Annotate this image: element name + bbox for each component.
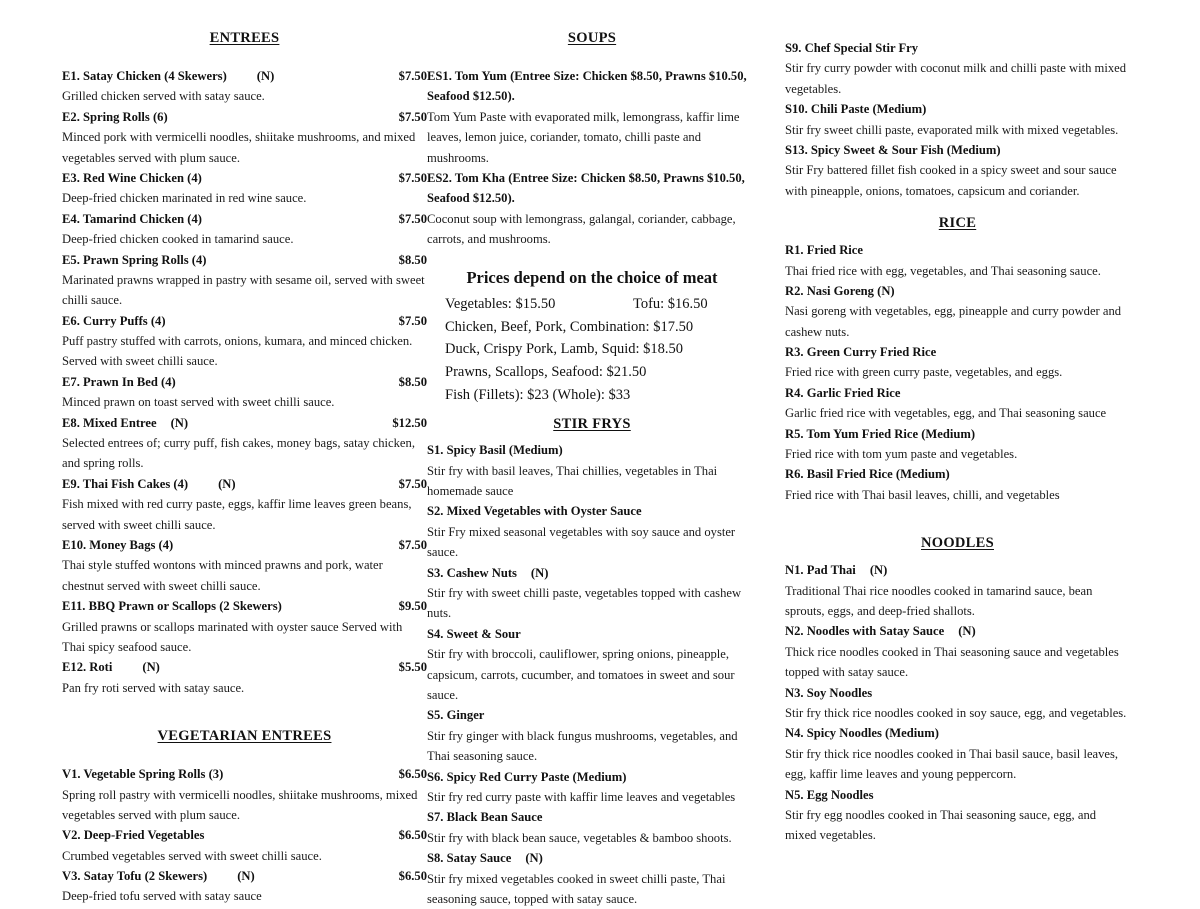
menu-item: [62, 866, 427, 907]
menu-item: [785, 240, 1130, 281]
menu-item-title-row: [62, 764, 427, 784]
menu-item-allergen-tag: (N): [170, 415, 189, 430]
menu-item-title-row: [427, 705, 757, 725]
menu-item-description: Stir fry with sweet chilli paste, vegetables topped with cashew nuts.: [427, 586, 742, 621]
menu-item-description: Stir fry sweet chilli paste, evaporated milk with mixed vegetables.: [785, 122, 1119, 137]
menu-item-title-row: [427, 624, 757, 644]
menu-item-description: Stir fry with broccoli, cauliflower, spring onions, pineapple, capsicum, carrots, cucumber, and tomatoes in sweet and sour sauce.: [427, 647, 735, 702]
menu-item-name: E6. Curry Puffs (4): [62, 313, 166, 328]
menu-item-description: Thick rice noodles cooked in Thai seasoning sauce and vegetables topped with satay sauce.: [785, 644, 1119, 680]
menu-item: [62, 474, 427, 535]
menu-item-name: S6. Spicy Red Curry Paste (Medium): [427, 769, 627, 784]
menu-item-description: Fried rice with Thai basil leaves, chilli, and vegetables: [785, 487, 1060, 502]
menu-item: [785, 560, 1130, 621]
menu-item-allergen-tag: (N): [869, 563, 888, 578]
menu-item-name: N3. Soy Noodles: [785, 685, 873, 700]
menu-item-title-row: [785, 383, 1130, 403]
menu-item-name: N4. Spicy Noodles (Medium): [785, 726, 939, 741]
menu-item-name: E11. BBQ Prawn or Scallops (2 Skewers): [62, 599, 282, 614]
menu-item-price: $6.50: [398, 828, 427, 843]
menu-item-description: Nasi goreng with vegetables, egg, pineapple and curry powder and cashew nuts.: [785, 304, 1122, 339]
menu-item-title-row: [785, 560, 1130, 580]
soups-list: [427, 66, 757, 250]
menu-item-allergen-tag: (N): [530, 565, 549, 580]
menu-item-name: S1. Spicy Basil (Medium): [427, 443, 563, 458]
menu-item: [62, 209, 427, 250]
menu-item-name: E7. Prawn In Bed (4): [62, 374, 176, 389]
menu-column-right: [785, 0, 1130, 846]
menu-item-title-row: [427, 501, 757, 521]
menu-item-title-row: [785, 140, 1130, 160]
menu-item-title-row: [62, 866, 427, 886]
menu-item-price: $9.50: [398, 599, 427, 614]
menu-item-title-row: [785, 785, 1130, 805]
prices-by-meat-block: [427, 266, 757, 407]
menu-item-description: Fried rice with tom yum paste and vegetables.: [785, 447, 1018, 462]
menu-item-name: E8. Mixed Entree: [62, 415, 157, 430]
menu-column-middle: [427, 0, 757, 909]
menu-item: [62, 657, 427, 698]
menu-item: [785, 38, 1130, 99]
menu-item-allergen-tag: (N): [218, 476, 236, 491]
menu-item-title-row: [785, 424, 1130, 444]
menu-item-allergen-tag: (N): [958, 624, 976, 639]
menu-item: [785, 464, 1130, 505]
menu-item: [62, 168, 427, 209]
menu-item: [427, 705, 757, 766]
menu-item: [785, 621, 1130, 682]
menu-item-name: R4. Garlic Fried Rice: [785, 385, 901, 400]
section-heading-noodles: NOODLES: [920, 535, 994, 552]
menu-item: [62, 764, 427, 825]
menu-item: [785, 99, 1130, 140]
menu-item-price: $8.50: [398, 252, 427, 267]
menu-item: [427, 168, 757, 250]
menu-item-description: Fish mixed with red curry paste, eggs, kaffir lime leaves green beans, served with sweet chilli sauce.: [62, 497, 412, 532]
menu-item-name: S13. Spicy Sweet & Sour Fish (Medium): [785, 142, 1001, 157]
section-heading-rice: RICE: [938, 215, 977, 232]
menu-item-title-row: [785, 342, 1130, 362]
menu-item: [62, 372, 427, 413]
menu-item-name: E10. Money Bags (4): [62, 537, 174, 552]
menu-item-name: R1. Fried Rice: [785, 243, 863, 258]
menu-item-title-row: [62, 168, 427, 188]
price-tier-row: [427, 316, 757, 339]
menu-item: [62, 535, 427, 596]
menu-item-title-row: [62, 657, 427, 677]
menu-item-description: Thai fried rice with egg, vegetables, and Thai seasoning sauce.: [785, 263, 1101, 278]
menu-item: [785, 785, 1130, 846]
menu-item-price: $5.50: [398, 660, 427, 675]
menu-item-name: E2. Spring Rolls (6): [62, 109, 168, 124]
section-heading-vegetarian-entrees: VEGETARIAN ENTREES: [157, 728, 332, 745]
menu-item-name: N5. Egg Noodles: [785, 787, 874, 802]
menu-item: [427, 848, 757, 909]
menu-item-title-row: [62, 474, 427, 494]
menu-item: [785, 342, 1130, 383]
menu-item-description: Minced prawn on toast served with sweet chilli sauce.: [62, 395, 335, 410]
menu-item-title-row: [62, 209, 427, 229]
menu-item-description: Traditional Thai rice noodles cooked in tamarind sauce, bean sprouts, eggs, and deep-fried shallots.: [785, 583, 1093, 618]
menu-item-title-row: [785, 281, 1130, 301]
menu-item: [427, 767, 757, 808]
menu-item-description: Stir fry with black bean sauce, vegetables & bamboo shoots.: [427, 830, 732, 845]
menu-item-name: V2. Deep-Fried Vegetables: [62, 828, 205, 843]
menu-item: [62, 107, 427, 168]
menu-item-description: Minced pork with vermicelli noodles, shiitake mushrooms, and mixed vegetables served with plum sauce.: [62, 130, 416, 165]
section-heading-soups: SOUPS: [567, 30, 617, 46]
menu-item-title-row: [62, 413, 427, 433]
menu-item-name: E1. Satay Chicken (4 Skewers): [62, 69, 227, 83]
menu-item: [62, 311, 427, 372]
menu-item-title-row: [62, 535, 427, 555]
price-tier-left: Fish (Fillets): $23 (Whole): $33: [445, 386, 631, 403]
price-tier-left: Chicken, Beef, Pork, Combination: $17.50: [445, 318, 694, 335]
price-tier-left: Duck, Crispy Pork, Lamb, Squid: $18.50: [445, 341, 684, 358]
menu-item: [785, 424, 1130, 465]
menu-item-name: E5. Prawn Spring Rolls (4): [62, 252, 207, 267]
menu-item-name: S2. Mixed Vegetables with Oyster Sauce: [427, 504, 642, 519]
menu-item-description: Deep-fried chicken marinated in red wine sauce.: [62, 191, 307, 206]
menu-item-name: S7. Black Bean Sauce: [427, 810, 543, 825]
price-tier-row: [427, 384, 757, 407]
menu-item: [62, 596, 427, 657]
menu-item-name: R3. Green Curry Fried Rice: [785, 345, 937, 360]
price-tier-row: [427, 293, 757, 316]
menu-item-description: Stir fry with basil leaves, Thai chillies, vegetables in Thai homemade sauce: [427, 463, 718, 499]
menu-item-allergen-tag: (N): [142, 660, 160, 675]
menu-item: [427, 66, 757, 168]
vegetarian-entrees-list: [62, 764, 427, 907]
menu-item-name: E4. Tamarind Chicken (4): [62, 211, 202, 226]
menu-item-title-row: [62, 311, 427, 331]
menu-item-price: $7.50: [398, 313, 427, 328]
menu-item-description: Thai style stuffed wontons with minced prawns and pork, water chestnut served with sweet chilli sauce.: [62, 558, 383, 593]
menu-item-title-row: [62, 107, 427, 127]
menu-item-description: Coconut soup with lemongrass, galangal, coriander, cabbage, carrots, and mushrooms.: [427, 211, 736, 247]
menu-item-name: V1. Vegetable Spring Rolls (3): [62, 767, 224, 782]
menu-item-description: Stir fry curry powder with coconut milk and chilli paste with mixed vegetables.: [785, 61, 1127, 96]
menu-item-description: Stir fry egg noodles cooked in Thai seasoning sauce, egg, and mixed vegetables.: [785, 807, 1097, 843]
menu-item-title-row: [785, 621, 1130, 641]
price-tier-right: Tofu: $16.50: [632, 296, 708, 313]
menu-item-description: Stir fry red curry paste with kaffir lime leaves and vegetables: [427, 789, 736, 804]
menu-item-name: R5. Tom Yum Fried Rice (Medium): [785, 426, 976, 441]
menu-item-name: S9. Chef Special Stir Fry: [785, 41, 919, 55]
menu-item-description: Deep-fried tofu served with satay sauce: [62, 889, 262, 904]
menu-item-name: S3. Cashew Nuts: [427, 565, 517, 580]
menu-item-description: Stir fry thick rice noodles cooked in soy sauce, egg, and vegetables.: [785, 705, 1127, 720]
menu-item-price: $6.50: [398, 869, 427, 884]
menu-item-title-row: [785, 683, 1130, 703]
menu-item-title-row: [785, 240, 1130, 260]
menu-item-description: Selected entrees of; curry puff, fish cakes, money bags, satay chicken, and spring rolls.: [62, 436, 415, 471]
menu-item-name: S5. Ginger: [427, 708, 485, 723]
menu-item-price: $7.50: [398, 211, 427, 226]
menu-item-title-row: [785, 723, 1130, 743]
menu-item-description: Grilled chicken served with satay sauce.: [62, 89, 265, 104]
menu-item-description: Tom Yum Paste with evaporated milk, lemongrass, kaffir lime leaves, lemon juice, coriander, tomato, chilli paste and mushrooms.: [427, 109, 740, 165]
menu-item-title-row: [427, 440, 757, 460]
menu-item-description: Stir Fry battered fillet fish cooked in a spicy sweet and sour sauce with pineapple, onions, tomatoes, capsicum and coriander.: [785, 163, 1117, 198]
menu-item-name: N2. Noodles with Satay Sauce: [785, 624, 945, 639]
menu-item-allergen-tag: (N): [237, 869, 255, 884]
menu-item-price: $7.50: [398, 476, 427, 491]
menu-item-title-row: [427, 807, 757, 827]
menu-item-title-row: [62, 372, 427, 392]
menu-item-price: $8.50: [398, 374, 427, 389]
menu-item-name: S4. Sweet & Sour: [427, 626, 521, 641]
menu-item-title-row: [785, 38, 1130, 58]
menu-item: [785, 723, 1130, 784]
price-tier-left: Prawns, Scallops, Seafood: $21.50: [445, 364, 647, 381]
menu-item-description: Stir fry ginger with black fungus mushrooms, vegetables, and Thai seasoning sauce.: [427, 728, 738, 764]
price-tier-left: Vegetables: $15.50: [445, 296, 556, 313]
menu-item-description: Stir Fry mixed seasonal vegetables with soy sauce and oyster sauce.: [427, 524, 736, 560]
menu-item: [62, 413, 427, 474]
prices-by-meat-title: Prices depend on the choice of meat: [466, 267, 718, 287]
price-tier-row: [427, 338, 757, 361]
menu-item: [785, 140, 1130, 201]
entrees-list: [62, 66, 427, 698]
menu-item-name: ES2. Tom Kha (Entree Size: Chicken $8.50, Prawns $10.50, Seafood $12.50).: [427, 170, 745, 206]
rice-list: [785, 240, 1130, 505]
price-tier-row: [427, 361, 757, 384]
menu-item: [62, 66, 427, 107]
menu-item-title-row: [62, 596, 427, 616]
menu-item: [785, 281, 1130, 342]
menu-item-description: Spring roll pastry with vermicelli noodles, shiitake mushrooms, mixed vegetables served with plum sauce.: [62, 787, 418, 822]
menu-item: [62, 250, 427, 311]
menu-item-description: Marinated prawns wrapped in pastry with sesame oil, served with sweet chilli sauce.: [62, 272, 425, 308]
menu-item-description: Garlic fried rice with vegetables, egg, and Thai seasoning sauce: [785, 406, 1107, 421]
menu-item-price: $7.50: [398, 170, 427, 185]
menu-item-name: N1. Pad Thai: [785, 563, 856, 578]
menu-item-title-row: [427, 848, 757, 868]
menu-item: [785, 383, 1130, 424]
menu-item-description: Deep-fried chicken cooked in tamarind sauce.: [62, 232, 294, 247]
menu-item-price: $7.50: [398, 69, 427, 83]
menu-item-title-row: [62, 250, 427, 270]
menu-item-name: V3. Satay Tofu (2 Skewers): [62, 869, 208, 884]
section-heading-stir-frys: STIR FRYS: [553, 416, 631, 433]
menu-item-allergen-tag: (N): [256, 69, 275, 83]
menu-item-allergen-tag: (N): [525, 851, 543, 866]
menu-item-title-row: [785, 99, 1130, 119]
menu-item-name: S10. Chili Paste (Medium): [785, 102, 927, 117]
menu-item: [427, 501, 757, 562]
menu-item-title-row: [62, 66, 427, 86]
menu-item-description: Stir fry thick rice noodles cooked in Thai basil sauce, basil leaves, egg, kaffir lime leaves and young peppercorn.: [785, 746, 1119, 782]
menu-item-description: Fried rice with green curry paste, vegetables, and eggs.: [785, 365, 1063, 380]
menu-item-description: Crumbed vegetables served with sweet chilli sauce.: [62, 848, 322, 863]
menu-item-description: Pan fry roti served with satay sauce.: [62, 680, 245, 695]
menu-item-name: ES1. Tom Yum (Entree Size: Chicken $8.50, Prawns $10.50, Seafood $12.50).: [427, 69, 747, 104]
menu-item-name: E12. Roti: [62, 660, 113, 675]
noodles-list: [785, 560, 1130, 845]
menu-item-name: E9. Thai Fish Cakes (4): [62, 476, 189, 491]
menu-item-price: $6.50: [398, 767, 427, 782]
menu-column-left: [62, 0, 427, 907]
menu-item-description: Grilled prawns or scallops marinated with oyster sauce Served with Thai spicy seafood sauce.: [62, 619, 403, 654]
menu-item: [427, 563, 757, 624]
section-heading-entrees: ENTREES: [209, 30, 280, 46]
menu-item: [427, 440, 757, 501]
menu-item-description: Stir fry mixed vegetables cooked in sweet chilli paste, Thai seasoning sauce, topped with satay sauce.: [427, 871, 726, 906]
menu-item-description: Puff pastry stuffed with carrots, onions, kumara, and minced chicken. Served with sweet chilli sauce.: [62, 334, 413, 369]
menu-item: [785, 683, 1130, 724]
menu-item: [62, 825, 427, 866]
menu-item-name: R2. Nasi Goreng (N): [785, 283, 895, 298]
menu-item: [427, 624, 757, 706]
menu-item-title-row: [427, 767, 757, 787]
menu-item-price: $12.50: [392, 415, 427, 430]
menu-item-title-row: [427, 563, 757, 583]
stir-frys-continued-list: [785, 38, 1130, 201]
menu-item: [427, 807, 757, 848]
menu-item-name: R6. Basil Fried Rice (Medium): [785, 467, 950, 482]
menu-item-name: S8. Satay Sauce: [427, 851, 512, 866]
stir-frys-list: [427, 440, 757, 909]
menu-item-price: $7.50: [398, 537, 427, 552]
menu-item-title-row: [62, 825, 427, 845]
menu-item-price: $7.50: [398, 109, 427, 124]
menu-item-name: E3. Red Wine Chicken (4): [62, 170, 202, 185]
menu-item-title-row: [785, 464, 1130, 484]
